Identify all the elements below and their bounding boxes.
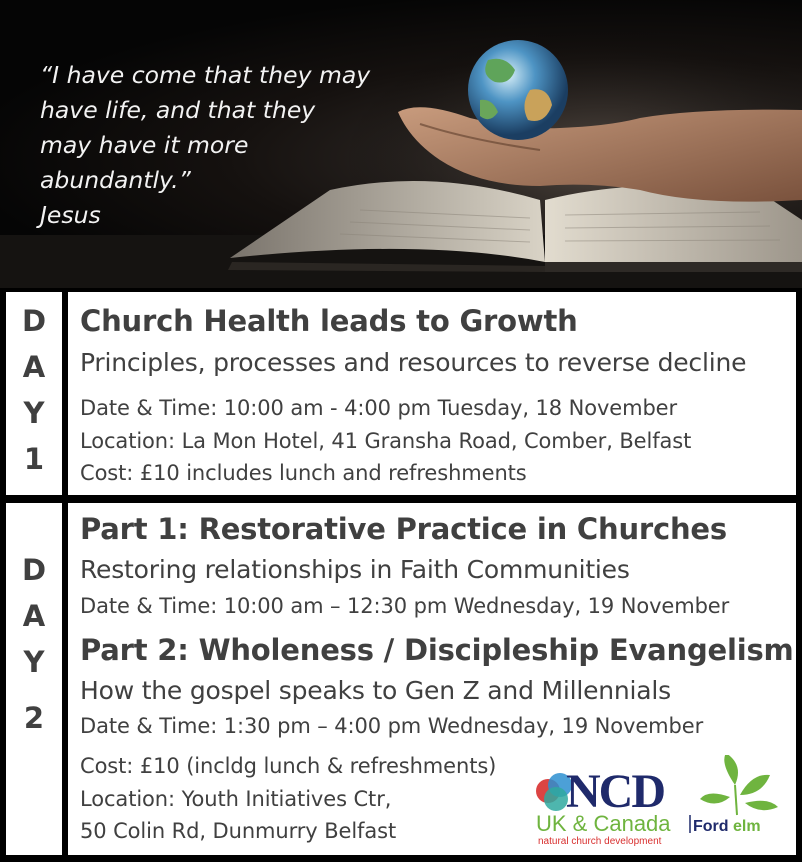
day2-letter: A (22, 599, 46, 633)
day2-letter: 2 (23, 701, 45, 735)
hero-quote (40, 58, 400, 233)
day2-letter: D (21, 553, 47, 587)
day1-letter: Y (23, 396, 45, 430)
logo-partner-b: elm (733, 818, 761, 835)
quote-line: abundantly.” (40, 166, 191, 194)
day2-location-line2: 50 Colin Rd, Dunmurry Belfast (80, 819, 397, 843)
logo-partner-a: Ford (693, 818, 729, 835)
part1-heading: Part 1: Restorative Practice in Churches (80, 512, 727, 546)
part1-subheading: Restoring relationships in Faith Communities (80, 555, 630, 584)
ncd-logo (530, 755, 780, 847)
day1-letter: D (21, 304, 47, 338)
part1-date-time: Date & Time: 10:00 am – 12:30 pm Wednesday, 19 November (80, 594, 730, 618)
day2-location-line1: Location: Youth Initiatives Ctr, (80, 787, 392, 811)
day2-cost: Cost: £10 (incldg lunch & refreshments) (80, 754, 497, 778)
day1-location: Location: La Mon Hotel, 41 Gransha Road, Comber, Belfast (80, 429, 692, 453)
hero-banner (0, 0, 802, 288)
quote-line: may have it more (40, 131, 249, 159)
day1-heading: Church Health leads to Growth (80, 304, 578, 338)
day2-panel (6, 503, 796, 855)
day1-letter: 1 (23, 442, 45, 476)
quote-attribution: Jesus (40, 201, 101, 229)
part2-subheading: How the gospel speaks to Gen Z and Millennials (80, 676, 671, 705)
day1-subheading: Principles, processes and resources to reverse decline (80, 348, 747, 377)
day1-letter: A (22, 350, 46, 384)
day1-date-time: Date & Time: 10:00 am - 4:00 pm Tuesday, 18 November (80, 396, 678, 420)
day1-divider (62, 292, 68, 495)
logo-region-text: UK & Canada (536, 811, 671, 836)
day2-letter: Y (23, 645, 45, 679)
day2-label (6, 503, 62, 855)
day2-divider (62, 503, 68, 855)
quote-line: “I have come that they may (40, 61, 371, 89)
part2-date-time: Date & Time: 1:30 pm – 4:00 pm Wednesday, 19 November (80, 714, 704, 738)
day1-cost: Cost: £10 includes lunch and refreshments (80, 461, 527, 485)
quote-line: have life, and that they (40, 96, 316, 124)
logo-ncd-text: NCD (566, 765, 664, 818)
day1-label (6, 292, 62, 495)
part2-heading: Part 2: Wholeness / Discipleship Evangelism (80, 633, 794, 667)
day1-panel (6, 292, 796, 495)
logo-tagline: natural church development (538, 836, 662, 847)
